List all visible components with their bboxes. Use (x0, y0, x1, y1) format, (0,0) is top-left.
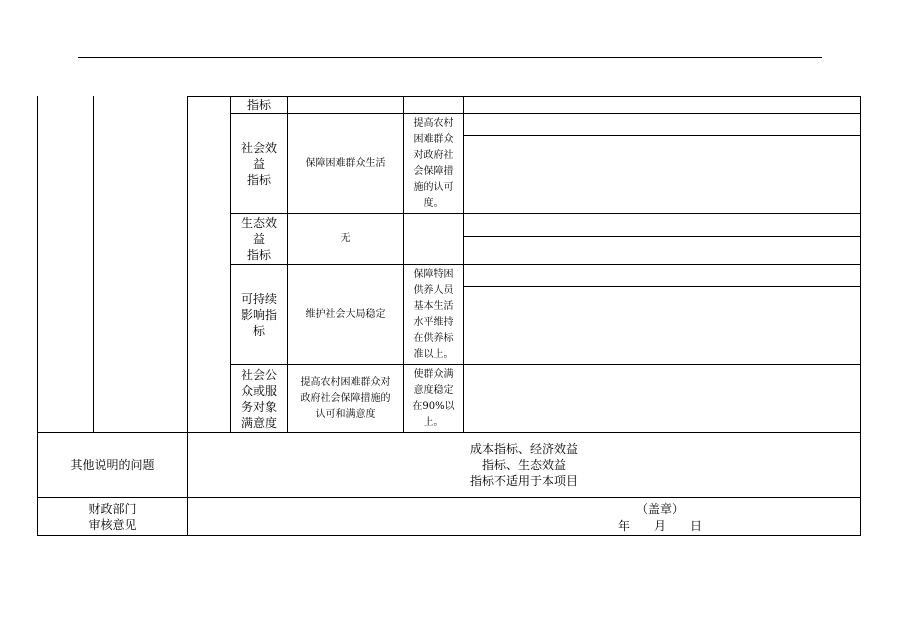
satisfaction-content-cell (288, 365, 403, 432)
other-issues-text-cell (188, 433, 860, 497)
social-benefit-content: 保障困难群众生活 (305, 157, 386, 169)
table-gridline (93, 96, 94, 432)
satisfaction-content: 提高农村困难群众对 政府社会保障措施的 认可和满意度 (300, 376, 391, 420)
sustainability-content-cell (288, 265, 403, 364)
satisfaction-target-cell (404, 365, 463, 432)
indicator-category-cell (231, 97, 287, 113)
finance-review-label-cell (38, 498, 187, 535)
table-gridline (463, 135, 861, 136)
satisfaction-category-cell (231, 365, 287, 432)
date-text: 年 月 日 (617, 518, 702, 533)
ecological-benefit-category-label: 生态效 益 指标 (240, 216, 277, 262)
finance-review-label: 财政部门 审核意见 (88, 501, 137, 532)
ecological-benefit-category-cell (231, 214, 287, 264)
social-benefit-target-cell (404, 114, 463, 213)
seal-text: （盖章） (635, 501, 684, 516)
sustainability-category-cell (231, 265, 287, 364)
satisfaction-category-label: 社会公 众或服 务对象 满意度 (240, 367, 277, 430)
sustainability-content: 维护社会大局稳定 (305, 308, 386, 320)
table-gridline (463, 236, 861, 237)
other-issues-text: 成本指标、经济效益 指标、生态效益 指标不适用于本项目 (469, 442, 578, 488)
header-rule (78, 57, 822, 58)
satisfaction-target: 使群众满 意度稳定 在90%以 上。 (412, 368, 455, 428)
finance-review-date (600, 518, 720, 533)
social-benefit-category-label: 社会效 益 指标 (240, 140, 277, 187)
sustainability-target-cell (404, 265, 463, 364)
finance-review-seal (600, 501, 720, 516)
ecological-benefit-content-cell (288, 214, 403, 264)
sustainability-category-label: 可持续 影响指 标 (240, 291, 277, 338)
table-gridline (463, 286, 861, 287)
ecological-benefit-content: 无 (340, 233, 351, 244)
other-issues-label-cell (38, 433, 187, 497)
indicator-category-label: 指标 (246, 98, 271, 112)
social-benefit-category-cell (231, 114, 287, 213)
sustainability-target: 保障特困 供养人员 基本生活 水平维持 在供养标 准以上。 (413, 268, 454, 360)
table-gridline (187, 96, 861, 97)
other-issues-label: 其他说明的问题 (70, 458, 155, 472)
table-border-bottom (37, 535, 861, 536)
social-benefit-target: 提高农村 困难群众 对政府社 会保障措 施的认可 度。 (413, 117, 454, 209)
social-benefit-content-cell (288, 114, 403, 213)
table-border-right (860, 96, 861, 536)
